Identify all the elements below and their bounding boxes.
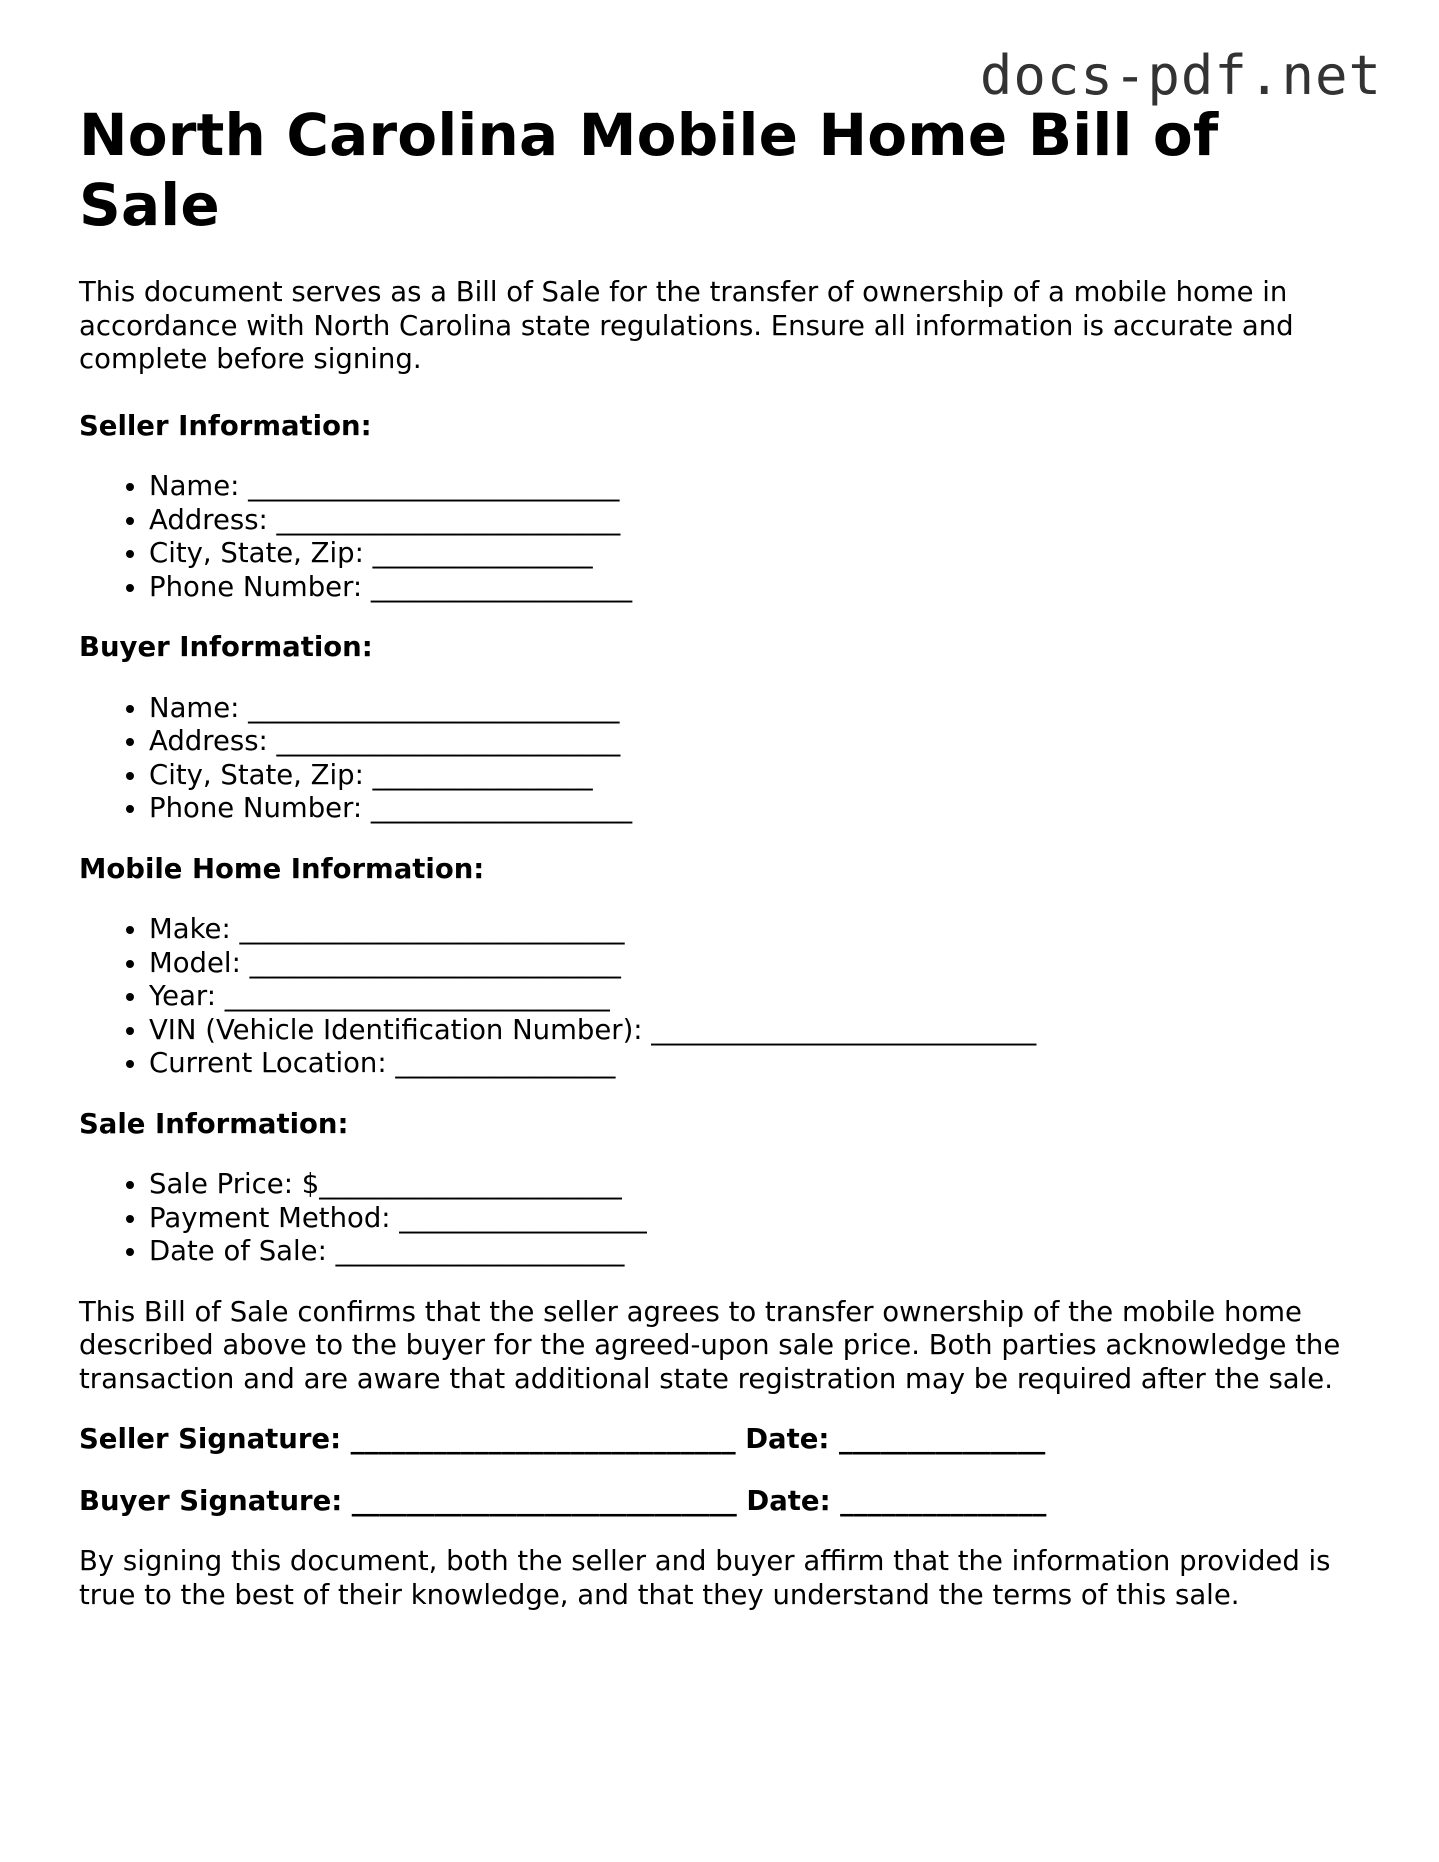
seller-heading: Seller Information:: [79, 409, 372, 442]
seller-name-field: • Name: ___________________________: [149, 470, 1379, 504]
sale-heading: Sale Information:: [79, 1107, 349, 1140]
closing-paragraph: By signing this document, both the seller and buyer affirm that the information provided is true to the best of their knowledge, and that they understand the terms of this sale.: [79, 1545, 1331, 1611]
current-location-field: • Current Location: ________________: [149, 1047, 1379, 1081]
vin-field: • VIN (Vehicle Identification Number): ____________________________: [149, 1014, 1379, 1048]
buyer-address-field: • Address: _________________________: [149, 725, 1379, 759]
buyer-signature-line: Buyer Signature: ____________________________ Date: _______________: [79, 1484, 1047, 1517]
watermark-logo: docs-pdf.net: [979, 44, 1382, 107]
sale-price-field: • Sale Price: $______________________: [149, 1168, 1379, 1202]
buyer-name-field: • Name: ___________________________: [149, 692, 1379, 726]
document-title: North Carolina Mobile Home Bill of Sale: [79, 101, 1219, 239]
buyer-phone-field: • Phone Number: ___________________: [149, 792, 1379, 826]
mobile-home-heading: Mobile Home Information:: [79, 852, 485, 885]
buyer-city-state-zip-field: • City, State, Zip: ________________: [149, 759, 1379, 793]
buyer-fields: [79, 692, 1379, 826]
seller-address-field: • Address: _________________________: [149, 504, 1379, 538]
seller-fields: [79, 470, 1379, 604]
seller-signature-line: Seller Signature: ____________________________ Date: _______________: [79, 1423, 1046, 1455]
year-field: • Year: ____________________________: [149, 980, 1379, 1014]
sale-fields: [79, 1168, 1379, 1269]
confirmation-paragraph: This Bill of Sale confirms that the seller agrees to transfer ownership of the mobile home described above to the buyer for the agreed-upon sale price. Both parties acknowledge the transaction and are aware that additional state registration may be required after the sale.: [79, 1295, 1341, 1395]
model-field: • Model: ___________________________: [149, 947, 1379, 981]
date-of-sale-field: • Date of Sale: _____________________: [149, 1235, 1379, 1269]
seller-phone-field: • Phone Number: ___________________: [149, 571, 1379, 605]
make-field: • Make: ____________________________: [149, 913, 1379, 947]
buyer-heading: Buyer Information:: [79, 631, 373, 663]
document-page: [79, 100, 1379, 1612]
payment-method-field: • Payment Method: __________________: [149, 1202, 1379, 1236]
mobile-home-fields: [79, 913, 1379, 1081]
seller-city-state-zip-field: • City, State, Zip: ________________: [149, 537, 1379, 571]
intro-paragraph: This document serves as a Bill of Sale for the transfer of ownership of a mobile home in accordance with North Carolina state regulations. Ensure all information is accurate and complete before signing.: [79, 276, 1294, 375]
